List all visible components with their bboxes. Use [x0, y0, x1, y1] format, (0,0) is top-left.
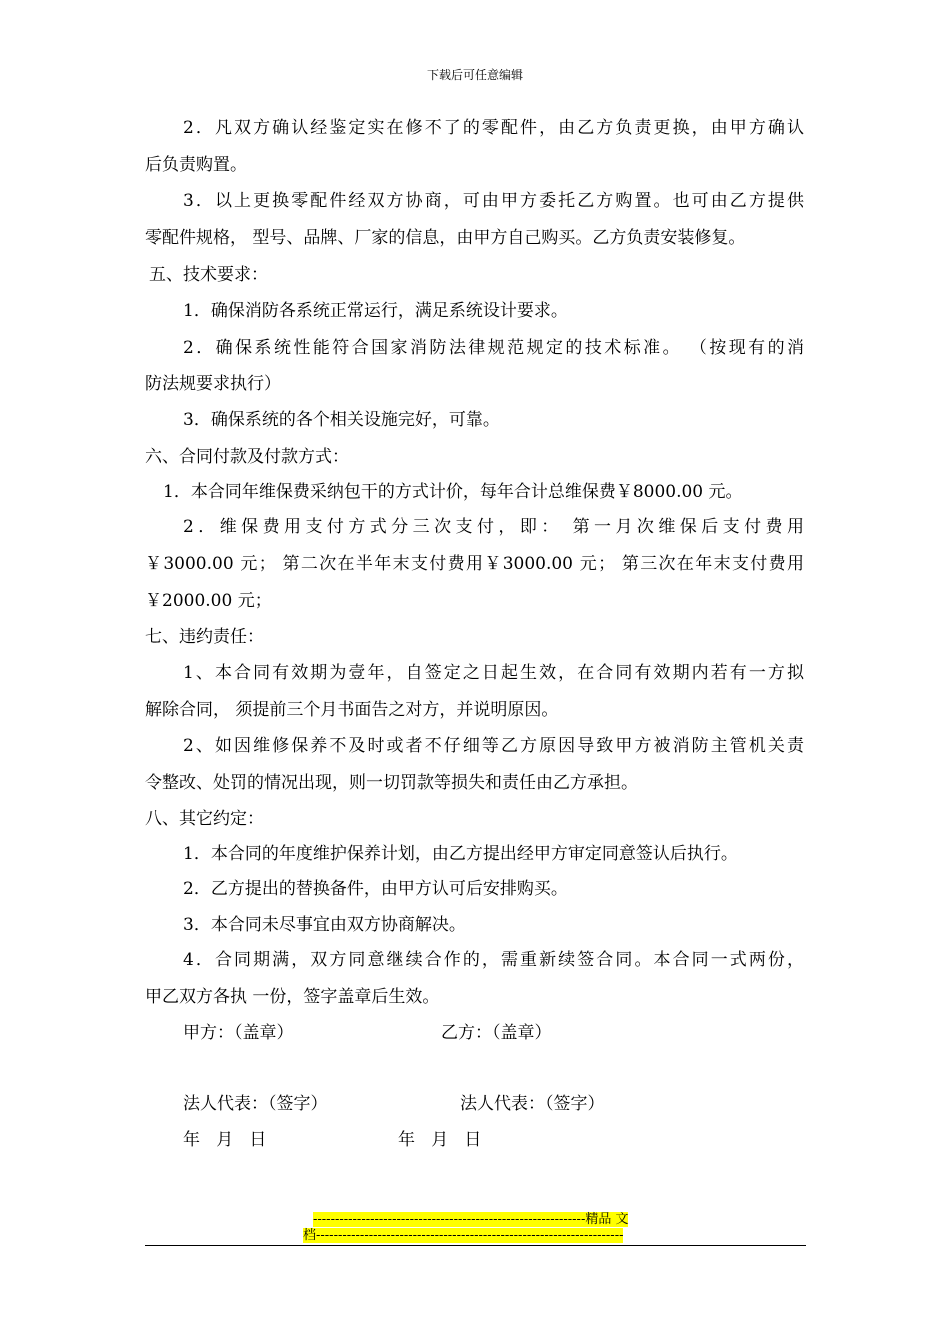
party-a-representative: 法人代表：（签字） — [183, 1094, 328, 1114]
body-line: 后负责购置。 — [145, 155, 247, 175]
section-heading-8: 八、其它约定： — [145, 809, 264, 829]
footer-banner-text-2: 档---------------------------------------------------------------------- — [303, 1228, 624, 1243]
body-line: ￥3000.00 元； 第二次在半年末支付费用￥3000.00 元； 第三次在年末支付费用 — [145, 554, 804, 574]
body-line: 防法规要求执行） — [145, 374, 281, 394]
footer-divider — [145, 1245, 806, 1246]
body-line: 3．以上更换零配件经双方协商，可由甲方委托乙方购置。也可由乙方提供 — [183, 191, 804, 211]
body-line: 2．凡双方确认经鉴定实在修不了的零配件，由乙方负责更换，由甲方确认 — [183, 118, 804, 138]
body-line: 甲乙双方各执 一份，签字盖章后生效。 — [145, 987, 440, 1007]
party-a-date: 年 月 日 — [183, 1130, 267, 1150]
party-b-date: 年 月 日 — [398, 1130, 482, 1150]
header-note: 下载后可任意编辑 — [426, 68, 523, 82]
body-line: 3．确保系统的各个相关设施完好，可靠。 — [183, 410, 500, 430]
body-line: 1．本合同的年度维护保养计划，由乙方提出经甲方审定同意签认后执行。 — [183, 844, 738, 864]
party-b-representative: 法人代表：（签字） — [460, 1094, 605, 1114]
body-line: 2．乙方提出的替换备件，由甲方认可后安排购买。 — [183, 879, 568, 899]
party-b-seal: 乙方：（盖章） — [441, 1023, 552, 1043]
body-line: 2、如因维修保养不及时或者不仔细等乙方原因导致甲方被消防主管机关责 — [183, 736, 804, 756]
footer-banner-text-1: --------------------------------------------------------------精品 文 — [313, 1212, 629, 1227]
body-line: 3．本合同未尽事宜由双方协商解决。 — [183, 915, 466, 935]
body-line: 令整改、处罚的情况出现，则一切罚款等损失和责任由乙方承担。 — [145, 773, 638, 793]
body-line: 解除合同， 须提前三个月书面告之对方，并说明原因。 — [145, 700, 559, 720]
section-heading-7: 七、违约责任： — [145, 627, 264, 647]
body-line: ￥2000.00 元； — [145, 591, 272, 611]
footer-banner-line-1 — [313, 1211, 628, 1228]
body-line: 2．确保系统性能符合国家消防法律规范规定的技术标准。 （按现有的消 — [183, 338, 804, 358]
body-line: 1、本合同有效期为壹年，自签定之日起生效，在合同有效期内若有一方拟 — [183, 663, 804, 683]
party-a-seal: 甲方：（盖章） — [183, 1023, 294, 1043]
body-line: 4．合同期满，双方同意继续合作的，需重新续签合同。本合同一式两份， — [183, 950, 804, 970]
footer-banner-line-2 — [303, 1227, 623, 1244]
body-line: 零配件规格， 型号、品牌、厂家的信息，由甲方自己购买。乙方负责安装修复。 — [145, 228, 746, 248]
section-heading-6: 六、合同付款及付款方式： — [145, 447, 349, 467]
body-line: 1．确保消防各系统正常运行，满足系统设计要求。 — [183, 301, 568, 321]
body-line: 1．本合同年维保费采纳包干的方式计价，每年合计总维保费￥8000.00 元。 — [163, 482, 743, 502]
section-heading-5: 五、技术要求： — [149, 265, 268, 285]
body-line: 2．维保费用支付方式分三次支付，即： 第一月次维保后支付费用 — [183, 517, 804, 537]
